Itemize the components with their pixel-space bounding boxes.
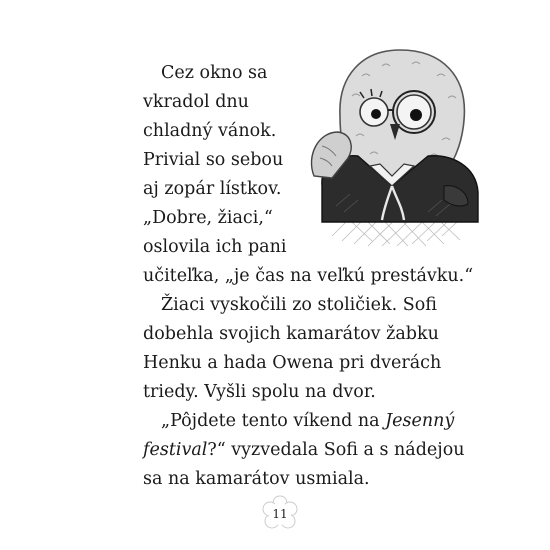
- dialog-italic-2: festival: [143, 440, 208, 460]
- dialog-line-3: sa na kamarátov usmiala.: [143, 469, 370, 489]
- dialog-line-2: [143, 439, 465, 461]
- owl-teacher-illustration: [292, 36, 488, 256]
- text-line-9: Žiaci vyskočili zo stoličiek. Sofi: [161, 295, 437, 315]
- right-pupil: [410, 109, 422, 121]
- dialog-line-1: [161, 410, 454, 432]
- text-line-3: chladný vánok.: [143, 121, 277, 141]
- text-line-10: dobehla svojich kamarátov žabku: [143, 324, 439, 344]
- text-line-5: aj zopár lístkov.: [143, 179, 282, 199]
- left-pupil: [371, 109, 381, 119]
- dialog-part-2: ?“ vyzvedala Sofi a s nádejou: [207, 440, 465, 460]
- text-line-4: Privial so sebou: [143, 150, 284, 170]
- text-line-6: „Dobre, žiaci,“: [143, 208, 273, 228]
- text-line-2: vkradol dnu: [143, 92, 249, 112]
- dialog-italic-1: Jesenný: [385, 411, 455, 431]
- text-line-12: triedy. Vyšli spolu na dvor.: [143, 382, 376, 402]
- page-number: 11: [272, 507, 288, 521]
- text-line-8: učiteľka, „je čas na veľkú prestávku.“: [143, 266, 474, 286]
- text-line-7: oslovila ich pani: [143, 237, 287, 257]
- text-line-11: Henku a hada Owena pri dverách: [143, 353, 442, 373]
- text-line-1: Cez okno sa: [161, 63, 268, 83]
- dialog-part-1: „Pôjdete tento víkend na: [161, 411, 386, 431]
